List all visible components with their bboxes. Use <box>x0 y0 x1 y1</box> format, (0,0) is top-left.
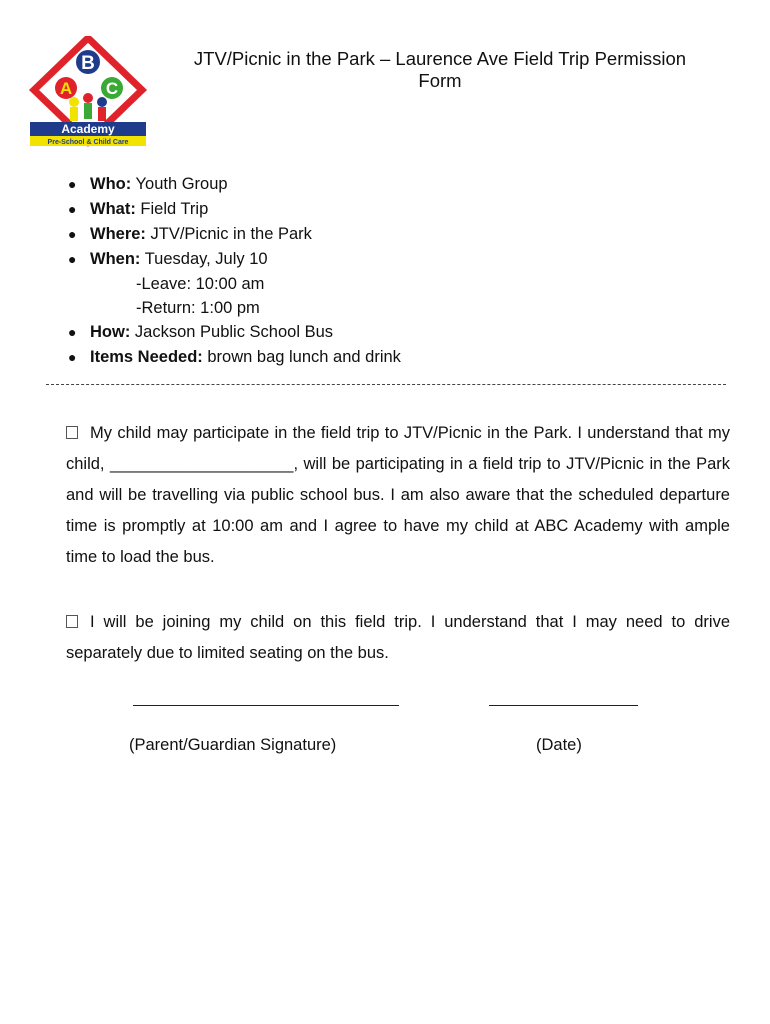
participation-consent-text: My child may participate in the field trip to JTV/Picnic in the Park. I understand that my child, ____________________, will be participating in a field trip to JTV/Picnic in the Park and will be travelling via public school bus. I am also aware that the scheduled departure time is promptly at 10:00 am and I agree to have my child at ABC Academy with ample time to load the bus. <box>66 424 730 566</box>
signature-label: (Parent/Guardian Signature) <box>129 736 337 754</box>
title-line-1: JTV/Picnic in the Park – Laurence Ave Field Trip Permission <box>193 48 687 69</box>
list-item-items-needed: ● Items Needed: brown bag lunch and drink <box>64 345 401 370</box>
bullet-icon: ● <box>68 201 77 217</box>
abc-academy-logo <box>26 36 150 148</box>
bullet-icon: ● <box>68 176 77 192</box>
svg-text:C: C <box>105 79 119 98</box>
bullet-icon: ● <box>68 349 77 365</box>
bullet-icon: ● <box>68 226 77 242</box>
date-label: (Date) <box>536 736 582 754</box>
participation-checkbox[interactable] <box>66 426 78 439</box>
svg-text:B: B <box>81 53 95 74</box>
chaperone-checkbox[interactable] <box>66 615 78 628</box>
logo-tagline-text: Pre-School & Child Care <box>47 139 129 146</box>
leave-time: -Leave: 10:00 am <box>136 275 265 293</box>
list-item-when: ● When: Tuesday, July 10 <box>64 247 401 272</box>
chaperone-consent-text: I will be joining my child on this field trip. I understand that I may need to drive separately due to limited seating on the bus. <box>66 613 730 662</box>
return-time: -Return: 1:00 pm <box>136 299 260 317</box>
bullet-icon: ● <box>68 251 77 267</box>
signature-line[interactable] <box>133 705 399 706</box>
list-item-how: ● How: Jackson Public School Bus <box>64 320 401 345</box>
bullet-icon: ● <box>68 324 77 340</box>
svg-text:A: A <box>59 79 73 98</box>
chaperone-consent <box>66 607 730 669</box>
date-line[interactable] <box>489 705 638 706</box>
participation-consent <box>66 418 730 573</box>
trip-details-list <box>64 172 401 370</box>
title-line-2: Form <box>418 70 462 91</box>
list-item-who: ● Who: Youth Group <box>64 172 401 197</box>
logo-academy-text: Academy <box>61 122 115 136</box>
list-item-where: ● Where: JTV/Picnic in the Park <box>64 222 401 247</box>
cut-line-divider <box>46 384 726 385</box>
list-item-what: ● What: Field Trip <box>64 197 401 222</box>
page-title <box>150 48 730 92</box>
children-figures-icon <box>69 93 107 121</box>
